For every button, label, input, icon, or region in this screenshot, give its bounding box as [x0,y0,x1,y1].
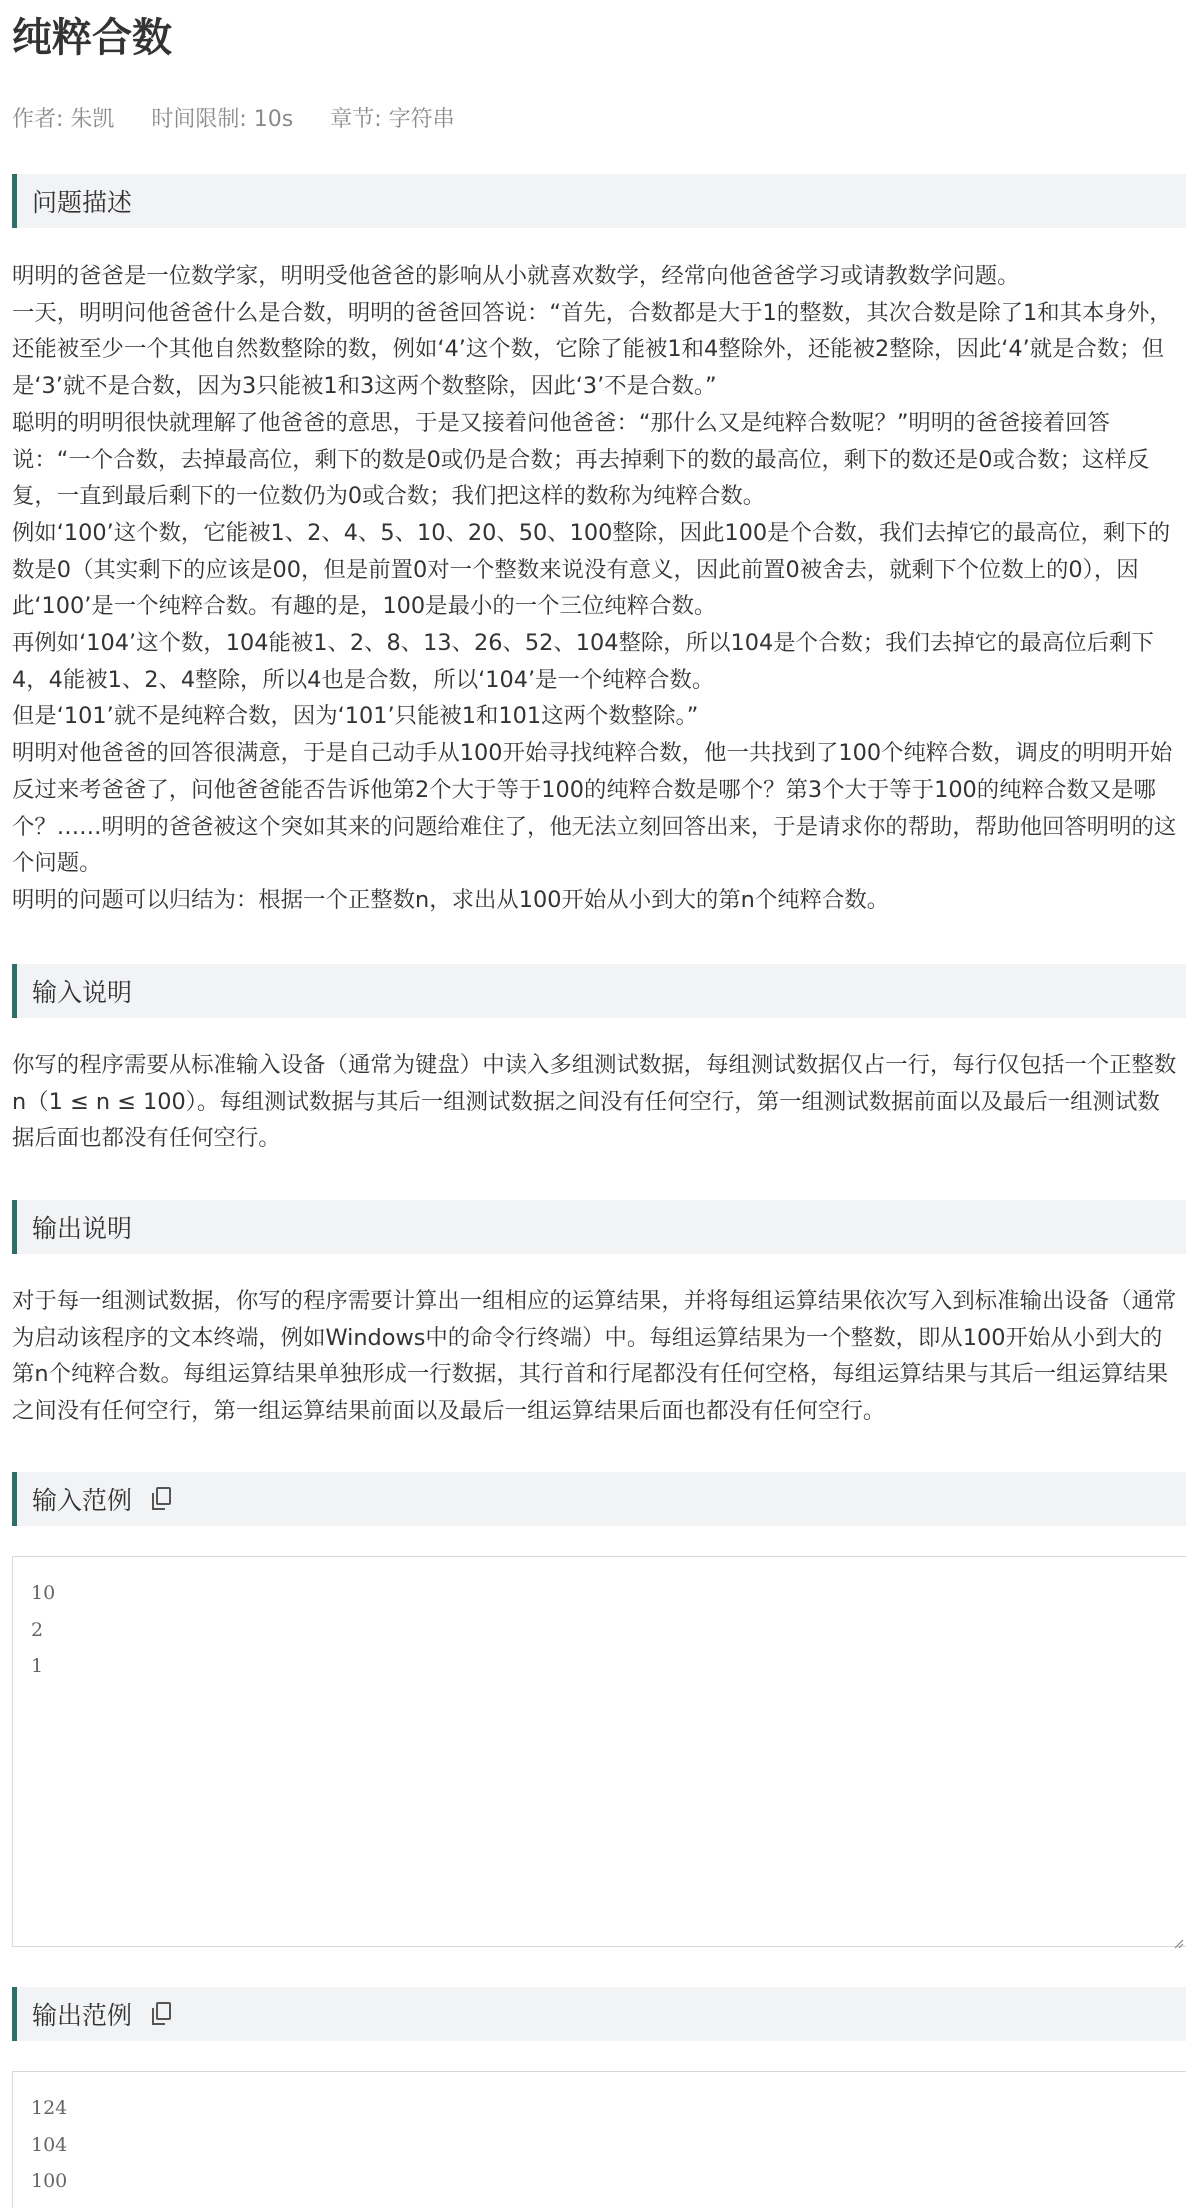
sample-output-title: 输出范例 [32,2001,133,2030]
sample-input-header [12,1472,1186,1526]
description-content [12,258,1180,919]
sample-input-title: 输入范例 [32,1486,133,1515]
description-paragraph: 例如‘100’这个数，它能被1、2、4、5、10、20、50、100整除，因此100是个合数，我们去掉它的最高位，剩下的数是0（其实剩下的应该是00，但是前置0对一个整数来说没有意义，因此前置0被舍去，就剩下个位数上的0），因此‘100’是一个纯粹合数。有趣的是，100是最小的一个三位纯粹合数。 [12,519,1171,620]
input-title: 输入说明 [32,978,133,1007]
sample-input-box[interactable] [12,1556,1186,1947]
input-header [12,964,1186,1018]
output-title: 输出说明 [32,1214,133,1243]
description-paragraph: 聪明的明明很快就理解了他爸爸的意思，于是又接着问他爸爸：“那什么又是纯粹合数呢？”明明的爸爸接着回答说：“一个合数，去掉最高位，剩下的数是0或仍是合数；再去掉剩下的数的最高位，剩下的数还是0或合数；这样反复，一直到最后剩下的一位数仍为0或合数；我们把这样的数称为纯粹合数。 [12,409,1150,510]
copy-icon-graphic [150,2002,172,2026]
copy-icon[interactable] [150,1487,172,1511]
description-paragraph: 一天，明明问他爸爸什么是合数，明明的爸爸回答说：“首先，合数都是大于1的整数，其次合数是除了1和其本身外，还能被至少一个其他自然数整除的数，例如‘4’这个数，它除了能被1和4整除外，还能被2整除，因此‘4’就是合数；但是‘3’就不是合数，因为3只能被1和3这两个数整除，因此‘3’不是合数。” [12,299,1172,400]
sample-output-line: 104 [31,2133,68,2156]
problem-title: 纯粹合数 [12,15,172,61]
sample-input-line: 1 [31,1655,44,1677]
sample-output-line: 124 [31,2097,68,2119]
author-label: 作者: 朱凯 [12,107,115,132]
input-content [12,1047,1180,1157]
output-content [12,1283,1180,1430]
sample-output-header [12,1987,1186,2041]
output-description: 对于每一组测试数据，你写的程序需要计算出一组相应的运算结果，并将每组运算结果依次写入到标准输出设备（通常为启动该程序的文本终端，例如Windows中的命令行终端）中。每组运算结果为一个整数，即从100开始从小到大的第n个纯粹合数。每组运算结果单独形成一行数据，其行首和行尾都没有任何空格，每组运算结果与其后一组运算结果之间没有任何空行，第一组运算结果前面以及最后一组运算结果后面也都没有任何空行。 [12,1288,1177,1425]
resize-grip-icon[interactable] [1172,1932,1184,1944]
output-header [12,1200,1186,1254]
copy-icon[interactable] [150,2002,172,2026]
description-paragraph: 再例如‘104’这个数，104能被1、2、8、13、26、52、104整除，所以104是个合数；我们去掉它的最高位后剩下4，4能被1、2、4整除，所以4也是合数，所以‘104’是一个纯粹合数。 [12,630,1154,693]
sample-input-line: 2 [31,1618,44,1641]
sample-output-box[interactable] [12,2071,1186,2208]
description-paragraph: 明明的问题可以归结为：根据一个正整数n，求出从100开始从小到大的第n个纯粹合数。 [12,886,890,913]
description-paragraph: 明明对他爸爸的回答很满意，于是自己动手从100开始寻找纯粹合数，他一共找到了100个纯粹合数，调皮的明明开始反过来考爸爸了，问他爸爸能否告诉他第2个大于等于100的纯粹合数是哪个？第3个大于等于100的纯粹合数又是哪个？……明明的爸爸被这个突如其来的问题给难住了，他无法立刻回答出来，于是请求你的帮助，帮助他回答明明的这个问题。 [12,740,1177,877]
input-description: 你写的程序需要从标准输入设备（通常为键盘）中读入多组测试数据，每组测试数据仅占一行，每行仅包括一个正整数n（1 ≤ n ≤ 100）。每组测试数据与其后一组测试数据之间没有任何空行，第一组测试数据前面以及最后一组测试数据后面也都没有任何空行。 [12,1052,1177,1152]
description-header [12,174,1186,228]
problem-meta [12,104,485,136]
time-limit-label: 时间限制: 10s [151,107,294,132]
description-paragraph: 但是‘101’就不是纯粹合数，因为‘101’只能被1和101这两个数整除。” [12,703,699,730]
chapter-label: 章节: 字符串 [330,107,455,132]
description-paragraph: 明明的爸爸是一位数学家，明明受他爸爸的影响从小就喜欢数学，经常向他爸爸学习或请教数学问题。 [12,263,1020,289]
description-title: 问题描述 [32,188,133,217]
copy-icon-graphic [150,1487,172,1511]
sample-output-line: 100 [31,2170,68,2192]
resize-grip-graphic [1172,1937,1184,1949]
sample-input-line: 10 [31,1582,56,1604]
